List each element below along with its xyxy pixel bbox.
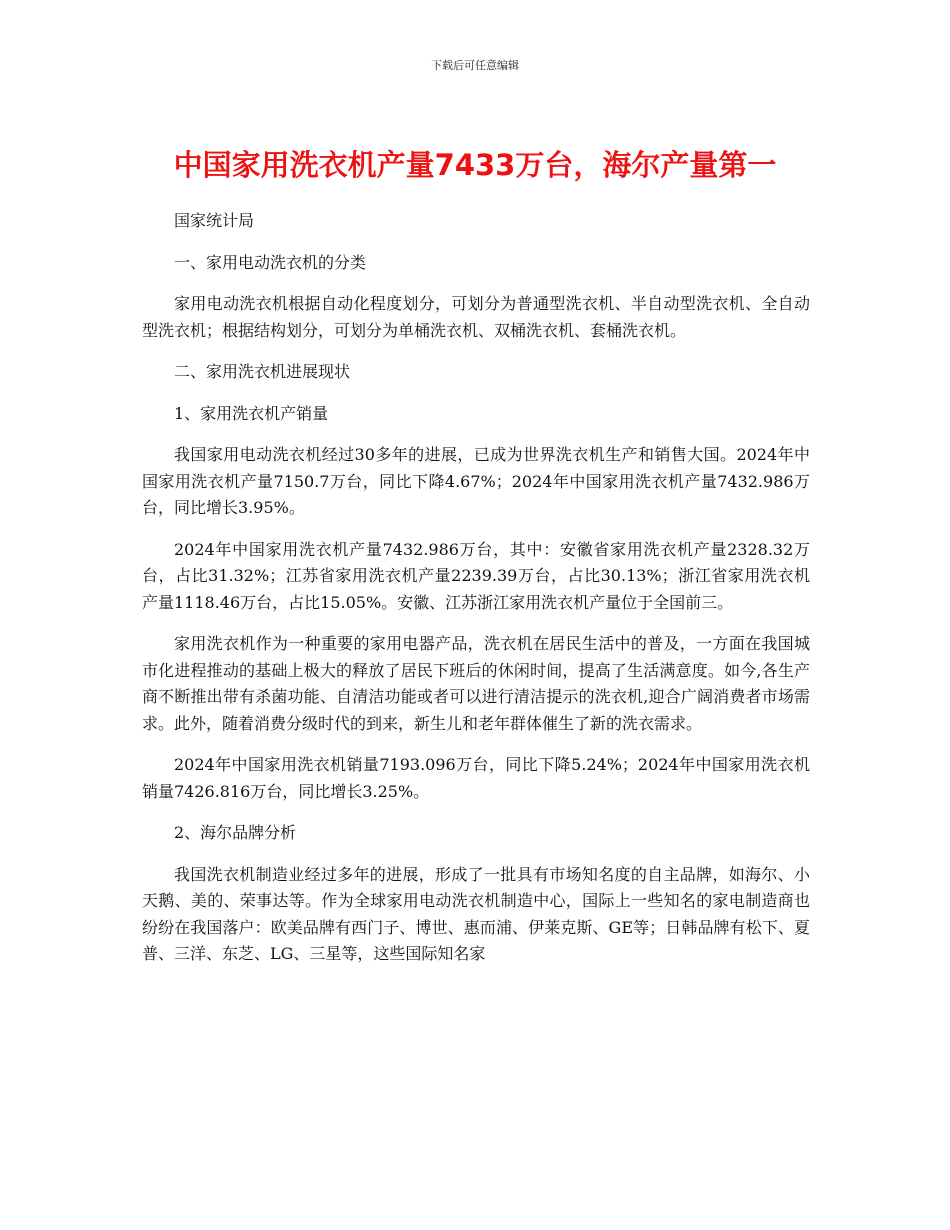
page-title: 中国家用洗衣机产量7433万台，海尔产量第一 bbox=[173, 148, 777, 182]
subsection-heading-2-2: 2、海尔品牌分析 bbox=[174, 823, 297, 842]
header-note: 下载后可任意编辑 bbox=[431, 59, 519, 72]
subsection-heading-2-1: 1、家用洗衣机产销量 bbox=[174, 403, 329, 423]
paragraph: 2024年中国家用洗衣机销量7193.096万台，同比下降5.24%；2024年中国家用洗衣机销量7426.816万台，同比增长3.25%。 bbox=[142, 755, 810, 801]
paragraph: 我国家用电动洗衣机经过30多年的进展，已成为世界洗衣机生产和销售大国。2024年中国家用洗衣机产量7150.7万台，同比下降4.67%；2024年中国家用洗衣机产量7432.986万台，同比增长3.95%。 bbox=[142, 445, 810, 517]
section-heading-2: 二、家用洗衣机进展现状 bbox=[174, 362, 351, 381]
paragraph: 我国洗衣机制造业经过多年的进展，形成了一批具有市场知名度的自主品牌，如海尔、小天鹅、美的、荣事达等。作为全球家用电动洗衣机制造中心，国际上一些知名的家电制造商也纷纷在我国落户：欧美品牌有西门子、博世、惠而浦、伊莱克斯、GE等；日韩品牌有松下、夏普、三洋、东芝、LG、三星等，这些国际知名家 bbox=[142, 864, 810, 963]
paragraph: 家用电动洗衣机根据自动化程度划分，可划分为普通型洗衣机、半自动型洗衣机、全自动型洗衣机；根据结构划分，可划分为单桶洗衣机、双桶洗衣机、套桶洗衣机。 bbox=[142, 294, 810, 340]
paragraph: 2024年中国家用洗衣机产量7432.986万台，其中：安徽省家用洗衣机产量2328.32万台，占比31.32%；江苏省家用洗衣机产量2239.39万台，占比30.13%；浙江省家用洗衣机产量1118.46万台，占比15.05%。安徽、江苏浙江家用洗衣机产量位于全国前三。 bbox=[142, 539, 810, 612]
paragraph: 家用洗衣机作为一种重要的家用电器产品，洗衣机在居民生活中的普及，一方面在我国城市化进程推动的基础上极大的释放了居民下班后的休闲时间，提高了生活满意度。如今,各生产商不断推出带有杀菌功能、自清洁功能或者可以进行清洁提示的洗衣机,迎合广阔消费者市场需求。此外，随着消费分级时代的到来，新生儿和老年群体催生了新的洗衣需求。 bbox=[142, 634, 810, 733]
section-heading-1: 一、家用电动洗衣机的分类 bbox=[174, 252, 367, 272]
article-body bbox=[142, 208, 810, 983]
source-line: 国家统计局 bbox=[174, 211, 255, 230]
